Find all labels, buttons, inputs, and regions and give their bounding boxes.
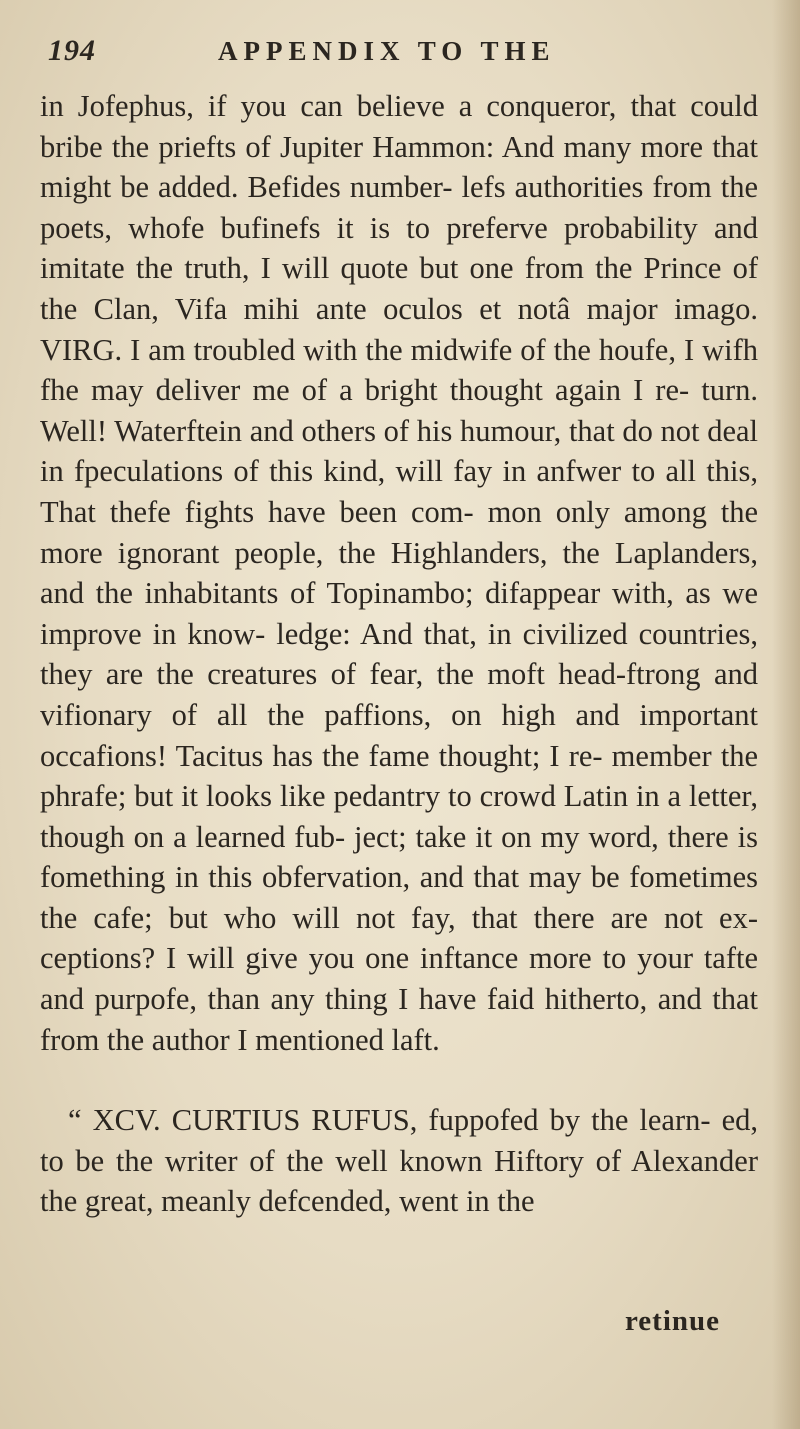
running-head-title: APPENDIX TO THE	[218, 36, 556, 66]
paragraph: in Jofephus, if you can believe a conqueror, that could bribe the priefts of Jupiter Hammon: And many more that might be added. Befides number- lefs authorities from the poets, whofe bufinefs it is to preferve probability and imitate the truth, I will quote but one from the Prince of the Clan, Vifa mihi ante oculos et notâ major imago. VIRG. I am troubled with the midwife of the houfe, I wifh fhe may deliver me of a bright thought again I re- turn. Well! Waterftein and others of his humour, that do not deal in fpeculations of this kind, will fay in anfwer to all this, That thefe fights have been com- mon only among the more ignorant people, the Highlanders, the Laplanders, and the inhabitants of Topinambo; difappear with, as we improve in know- ledge: And that, in civilized countries, they are the creatures of fear, the moft head-ftrong and vifionary of all the paffions, on high and important occafions! Tacitus has the fame thought; I re- member the phrafe; but it looks like pedantry to crowd Latin in a letter, though on a learned fub- ject; take it on my word, there is fomething in this obfervation, and that may be fometimes the cafe; but who will not fay, that there are not ex- ceptions? I will give you one inftance more to your tafte and purpofe, than any thing I have faid hitherto, and that from the author I mentioned laft.	[40, 89, 758, 1057]
page-edge-shadow	[772, 0, 800, 1429]
page-number: 194	[48, 34, 96, 67]
paragraph: “ XCV. CURTIUS RUFUS, fuppofed by the learn- ed, to be the writer of the well known Hiftory of Alexander the great, meanly defcended, went in the	[40, 1103, 758, 1219]
body-text	[40, 86, 758, 1222]
running-head	[48, 28, 748, 78]
catchword: retinue	[624, 1305, 720, 1337]
